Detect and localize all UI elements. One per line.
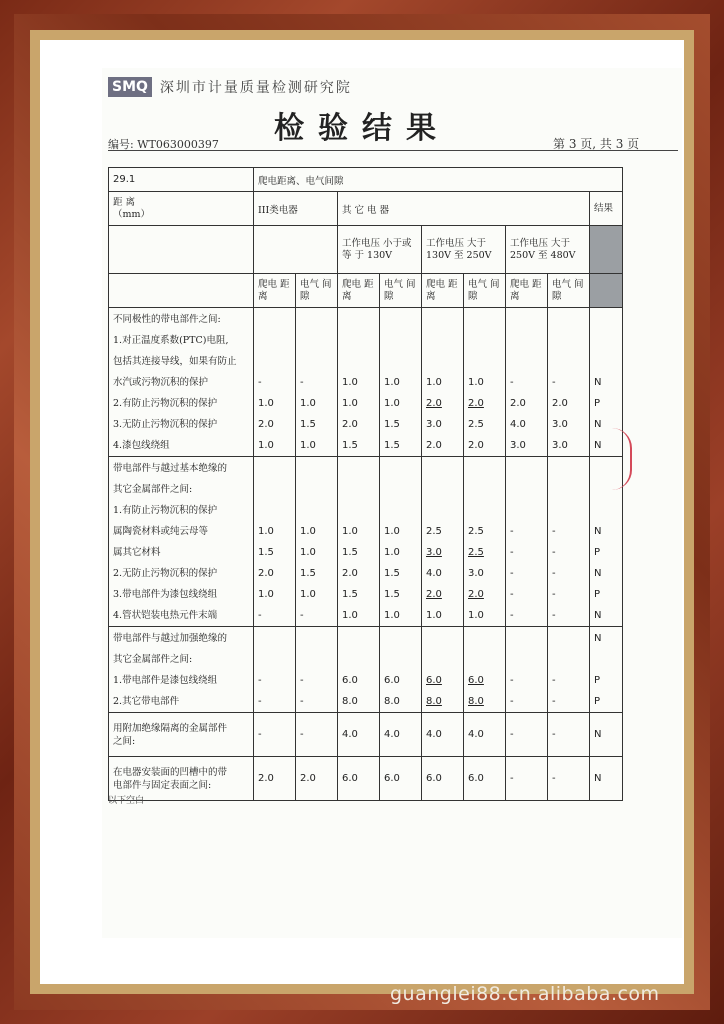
value-line <box>552 309 585 330</box>
value-line: P <box>594 588 601 600</box>
value-line: 1.5 <box>258 546 274 558</box>
result-header: 结果 <box>590 192 623 226</box>
value-cell: 6.0 <box>422 757 464 801</box>
value-cell: - <box>548 757 590 801</box>
value-line: 2.0 <box>426 397 442 409</box>
value-line <box>594 330 618 351</box>
value-line: 1.5 <box>342 588 358 600</box>
value-line <box>384 628 417 649</box>
value-cell: 4.0 <box>422 713 464 757</box>
value-line: 2.0 <box>510 397 526 409</box>
value-line <box>300 309 333 330</box>
value-line: N <box>594 525 602 537</box>
value-line: - <box>552 674 556 686</box>
value-cell <box>380 457 422 627</box>
value-line: 2.5 <box>426 525 442 537</box>
value-cell: - <box>506 757 548 801</box>
value-line <box>510 309 543 330</box>
value-line: 1.0 <box>342 609 358 621</box>
value-cell <box>254 457 296 627</box>
table-row <box>109 192 623 226</box>
value-line <box>594 500 618 521</box>
value-line <box>384 458 417 479</box>
value-line: - <box>300 695 304 707</box>
distance-header <box>109 192 254 226</box>
value-line <box>258 351 291 372</box>
value-line <box>384 649 417 670</box>
value-line <box>468 649 501 670</box>
value-line <box>468 330 501 351</box>
value-line: 3.0 <box>426 418 442 430</box>
value-line: - <box>300 674 304 686</box>
value-line <box>258 309 291 330</box>
value-line <box>426 351 459 372</box>
value-line: 8.0 <box>468 695 484 707</box>
description-line: 水汽或污物沉积的保护 <box>113 376 209 388</box>
value-cell: 4.0 <box>464 713 506 757</box>
value-line: 1.0 <box>300 439 316 451</box>
value-line: 2.0 <box>468 439 484 451</box>
description-line: 其它金属部件之间: <box>113 653 193 665</box>
value-cell <box>464 627 506 713</box>
value-line <box>468 351 501 372</box>
value-line: 1.5 <box>342 546 358 558</box>
value-cell <box>422 627 464 713</box>
value-line: - <box>300 609 304 621</box>
section-description <box>109 713 254 757</box>
value-cell <box>548 457 590 627</box>
value-line: - <box>552 525 556 537</box>
value-line: 2.5 <box>468 546 484 558</box>
value-line <box>342 351 375 372</box>
value-line <box>342 330 375 351</box>
description-line: 3.无防止污物沉积的保护 <box>113 418 218 430</box>
value-cell: 6.0 <box>380 757 422 801</box>
value-line: 2.0 <box>552 397 568 409</box>
voltage-group-1: 工作电压 小于或等 于 130V <box>338 226 422 274</box>
institute-name: 深圳市计量质量检测研究院 <box>159 80 352 96</box>
value-line <box>426 628 459 649</box>
value-line: N <box>594 609 602 621</box>
value-line <box>384 309 417 330</box>
unit-label: （mm） <box>113 208 151 220</box>
value-cell <box>548 308 590 457</box>
value-line <box>510 628 543 649</box>
description-line: 属陶瓷材料或纯云母等 <box>113 525 209 537</box>
value-line: 1.0 <box>258 439 274 451</box>
value-line <box>468 309 501 330</box>
value-line: - <box>510 674 514 686</box>
document-header <box>108 76 352 98</box>
value-cell <box>506 308 548 457</box>
value-line <box>426 458 459 479</box>
value-line: 2.0 <box>258 418 274 430</box>
value-line <box>468 628 501 649</box>
value-line: 1.5 <box>384 567 400 579</box>
value-cell <box>296 457 338 627</box>
distance-label: 距 离 <box>113 196 136 208</box>
site-watermark: guanglei88.cn.alibaba.com <box>390 983 660 1005</box>
value-line: 2.5 <box>468 418 484 430</box>
value-line: - <box>552 609 556 621</box>
value-line <box>258 330 291 351</box>
section-row <box>109 757 623 801</box>
value-line: 2.0 <box>342 418 358 430</box>
value-line <box>552 330 585 351</box>
value-line <box>468 479 501 500</box>
shaded-cell <box>590 226 623 274</box>
value-cell <box>338 627 380 713</box>
value-cell <box>422 457 464 627</box>
value-line: 8.0 <box>342 695 358 707</box>
value-cell <box>338 457 380 627</box>
value-line: 1.0 <box>426 376 442 388</box>
value-line <box>300 351 333 372</box>
value-cell <box>380 308 422 457</box>
value-line <box>552 628 585 649</box>
blank-cell <box>109 226 254 274</box>
section-row <box>109 713 623 757</box>
value-line <box>384 351 417 372</box>
value-line <box>342 649 375 670</box>
value-line: 2.0 <box>258 567 274 579</box>
value-line: - <box>300 376 304 388</box>
description-line: 1.有防止污物沉积的保护 <box>113 504 218 516</box>
value-line <box>258 649 291 670</box>
value-line: 6.0 <box>384 674 400 686</box>
table-row <box>109 168 623 192</box>
value-line: 1.0 <box>300 546 316 558</box>
value-line: - <box>510 376 514 388</box>
value-line: 3.0 <box>552 418 568 430</box>
description-line: 1.对正温度系数(PTC)电阻, <box>113 334 229 346</box>
value-line <box>342 628 375 649</box>
value-line <box>300 649 333 670</box>
blank-cell <box>109 274 254 308</box>
value-line: 1.0 <box>258 397 274 409</box>
value-line <box>258 500 291 521</box>
value-line <box>510 649 543 670</box>
value-line <box>300 330 333 351</box>
value-line <box>594 351 618 372</box>
value-line: 1.0 <box>384 546 400 558</box>
value-line: - <box>258 609 262 621</box>
value-line: 1.0 <box>258 588 274 600</box>
value-line <box>342 479 375 500</box>
value-line: - <box>510 609 514 621</box>
shaded-cell <box>590 274 623 308</box>
value-line: 1.0 <box>342 397 358 409</box>
description-line: 其它金属部件之间: <box>113 483 193 495</box>
creepage-header: 爬电 距离 <box>254 274 296 308</box>
value-line: N <box>594 418 602 430</box>
value-line <box>258 458 291 479</box>
value-line: 1.5 <box>300 567 316 579</box>
clause-number: 29.1 <box>109 168 254 192</box>
value-line <box>258 628 291 649</box>
value-cell: - <box>254 713 296 757</box>
value-line <box>426 330 459 351</box>
value-line <box>300 458 333 479</box>
value-cell <box>422 308 464 457</box>
value-cell: - <box>506 713 548 757</box>
result-cell: N <box>590 713 623 757</box>
value-line <box>552 649 585 670</box>
value-line: - <box>510 567 514 579</box>
value-line <box>426 479 459 500</box>
description-line: 用附加绝缘隔离的金属部件 <box>113 722 228 734</box>
value-line: 1.0 <box>384 609 400 621</box>
page-info: 第 3 页, 共 3 页 <box>553 137 640 151</box>
description-line: 不同极性的带电部件之间: <box>113 313 221 325</box>
value-cell <box>464 308 506 457</box>
value-line: 1.5 <box>384 439 400 451</box>
value-line: 1.0 <box>300 525 316 537</box>
value-line: P <box>594 397 601 409</box>
value-line: 1.0 <box>468 609 484 621</box>
value-line: 2.0 <box>342 567 358 579</box>
voltage-group-2: 工作电压 大于 130V 至 250V <box>422 226 506 274</box>
value-line <box>426 500 459 521</box>
value-line: 3.0 <box>426 546 442 558</box>
value-line: - <box>258 674 262 686</box>
section-row <box>109 308 623 457</box>
value-line: - <box>552 567 556 579</box>
creepage-header: 爬电 距离 <box>422 274 464 308</box>
report-number: 编号: WT063000397 <box>108 138 219 151</box>
value-line <box>468 500 501 521</box>
value-line: - <box>552 695 556 707</box>
blank-cell <box>254 226 338 274</box>
value-line <box>342 458 375 479</box>
section-description <box>109 308 254 457</box>
description-line: 包括其连接导线，如果有防止 <box>113 355 237 367</box>
value-line <box>468 458 501 479</box>
value-line: 2.0 <box>468 397 484 409</box>
other-appliance-header: 其 它 电 器 <box>338 192 590 226</box>
document-title: 检验结果 <box>274 111 450 146</box>
clearance-header: 电气 间隙 <box>296 274 338 308</box>
value-line <box>594 649 618 670</box>
value-line: - <box>552 588 556 600</box>
value-line <box>342 500 375 521</box>
value-line: N <box>594 567 602 579</box>
value-line: - <box>552 376 556 388</box>
value-cell <box>506 627 548 713</box>
value-line: 1.5 <box>384 418 400 430</box>
description-line: 带电部件与越过加强绝缘的 <box>113 632 228 644</box>
description-line: 1.带电部件是漆包线绕组 <box>113 674 218 686</box>
result-cell: N <box>590 757 623 801</box>
value-line: 2.0 <box>426 588 442 600</box>
value-cell <box>506 457 548 627</box>
value-line <box>426 649 459 670</box>
value-line: - <box>510 546 514 558</box>
value-line: 2.5 <box>468 525 484 537</box>
creepage-header: 爬电 距离 <box>338 274 380 308</box>
clearance-header: 电气 间隙 <box>380 274 422 308</box>
value-line <box>510 458 543 479</box>
description-line: 2.无防止污物沉积的保护 <box>113 567 218 579</box>
description-line: 4.管状铠装电热元件末端 <box>113 609 218 621</box>
value-line: - <box>552 546 556 558</box>
value-cell: 2.0 <box>296 757 338 801</box>
description-line: 3.带电部件为漆包线绕组 <box>113 588 218 600</box>
value-line: - <box>510 695 514 707</box>
value-cell: - <box>296 713 338 757</box>
value-line: 1.5 <box>384 588 400 600</box>
description-line: 之间: <box>113 735 136 747</box>
value-line <box>426 309 459 330</box>
clause-title: 爬电距离、电气间隙 <box>254 168 623 192</box>
value-line <box>300 479 333 500</box>
value-cell: - <box>548 713 590 757</box>
value-line: 1.0 <box>384 525 400 537</box>
value-line <box>342 309 375 330</box>
value-line: 1.0 <box>258 525 274 537</box>
value-cell <box>254 627 296 713</box>
value-cell <box>296 627 338 713</box>
value-cell: 6.0 <box>464 757 506 801</box>
value-line: 1.5 <box>342 439 358 451</box>
value-line: - <box>258 695 262 707</box>
value-cell: 4.0 <box>380 713 422 757</box>
value-line <box>384 479 417 500</box>
section-description <box>109 457 254 627</box>
value-line: 8.0 <box>384 695 400 707</box>
value-line: 8.0 <box>426 695 442 707</box>
value-line <box>552 500 585 521</box>
sections-body <box>109 308 623 801</box>
value-line: 3.0 <box>552 439 568 451</box>
voltage-group-3: 工作电压 大于 250V 至 480V <box>506 226 590 274</box>
value-line: 3.0 <box>468 567 484 579</box>
clearance-header: 电气 间隙 <box>548 274 590 308</box>
value-cell <box>380 627 422 713</box>
table-row <box>109 226 623 274</box>
value-line: N <box>594 439 602 451</box>
value-line: 1.0 <box>426 609 442 621</box>
value-line: 1.0 <box>384 376 400 388</box>
description-line: 带电部件与越过基本绝缘的 <box>113 462 228 474</box>
value-line: 4.0 <box>426 567 442 579</box>
value-line <box>258 479 291 500</box>
value-line: 2.0 <box>468 588 484 600</box>
description-line: 2.其它带电部件 <box>113 695 180 707</box>
results-table <box>108 167 623 801</box>
value-line: N <box>594 632 602 644</box>
value-line <box>300 500 333 521</box>
value-line: P <box>594 674 601 686</box>
value-line <box>552 458 585 479</box>
section-description <box>109 627 254 713</box>
value-cell: 6.0 <box>338 757 380 801</box>
section-row <box>109 627 623 713</box>
footer-note: 以下空白 <box>108 796 145 806</box>
value-line: - <box>510 525 514 537</box>
value-cell <box>548 627 590 713</box>
value-cell <box>296 308 338 457</box>
value-cell: 2.0 <box>254 757 296 801</box>
value-line: N <box>594 376 602 388</box>
value-line <box>510 500 543 521</box>
value-line <box>300 628 333 649</box>
value-line: 1.0 <box>384 397 400 409</box>
value-line: 3.0 <box>510 439 526 451</box>
table-row <box>109 274 623 308</box>
value-line <box>510 351 543 372</box>
value-line: 1.0 <box>468 376 484 388</box>
description-line: 电部件与固定表面之间: <box>113 779 212 791</box>
value-line: 1.0 <box>342 376 358 388</box>
value-line: 1.0 <box>342 525 358 537</box>
smq-logo: SMQ <box>108 77 152 97</box>
value-line <box>594 309 618 330</box>
value-cell: 4.0 <box>338 713 380 757</box>
class3-header: III类电器 <box>254 192 338 226</box>
description-line: 4.漆包线绕组 <box>113 439 170 451</box>
value-line: 2.0 <box>426 439 442 451</box>
description-line: 2.有防止污物沉积的保护 <box>113 397 218 409</box>
value-line: 4.0 <box>510 418 526 430</box>
value-cell <box>464 457 506 627</box>
value-line <box>384 330 417 351</box>
result-cell <box>590 627 623 713</box>
value-line: 6.0 <box>468 674 484 686</box>
value-line: 6.0 <box>342 674 358 686</box>
value-line <box>552 479 585 500</box>
value-line <box>552 351 585 372</box>
value-line: 1.0 <box>300 397 316 409</box>
creepage-header: 爬电 距离 <box>506 274 548 308</box>
value-line: P <box>594 546 601 558</box>
value-line <box>384 500 417 521</box>
value-line: 1.5 <box>300 418 316 430</box>
value-line <box>510 330 543 351</box>
value-cell <box>254 308 296 457</box>
description-line: 在电器安装面的凹槽中的带 <box>113 766 228 778</box>
value-line: 1.0 <box>300 588 316 600</box>
value-line <box>510 479 543 500</box>
value-line: 6.0 <box>426 674 442 686</box>
value-cell <box>338 308 380 457</box>
header-rule <box>108 150 678 151</box>
value-line: - <box>510 588 514 600</box>
section-row <box>109 457 623 627</box>
value-line: - <box>258 376 262 388</box>
description-line: 属其它材料 <box>113 546 161 558</box>
value-line: P <box>594 695 601 707</box>
clearance-header: 电气 间隙 <box>464 274 506 308</box>
